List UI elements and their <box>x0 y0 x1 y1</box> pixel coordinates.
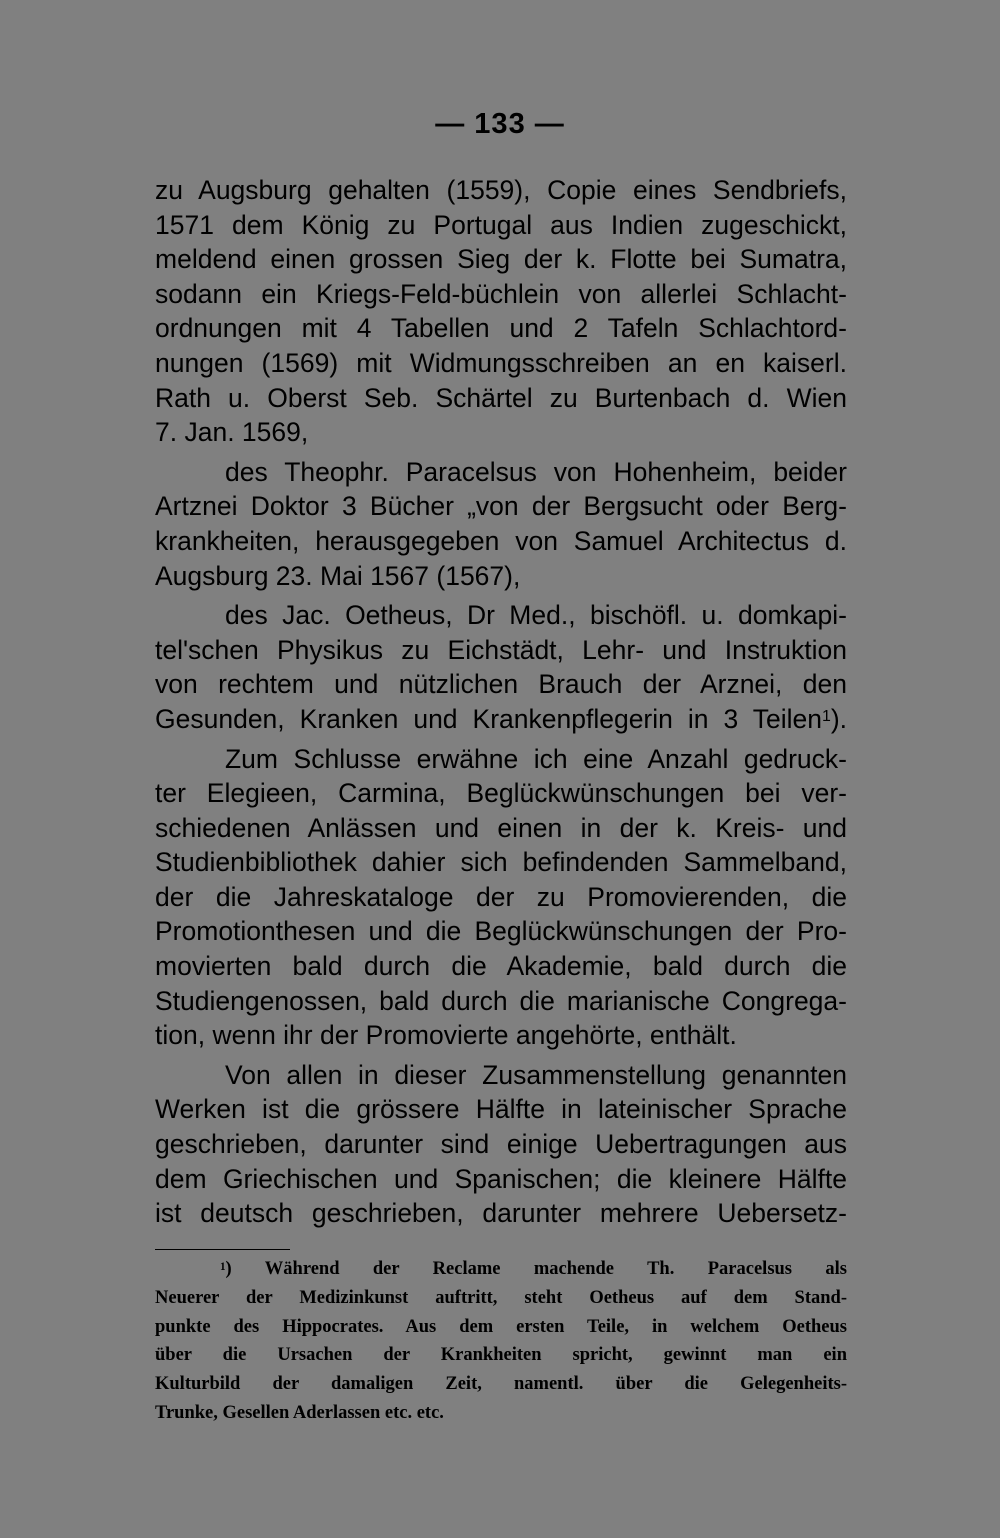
body-text <box>155 173 847 1231</box>
text-line: 7. Jan. 1569, <box>155 417 309 448</box>
text-line: Rath u. Oberst Seb. Schärtel zu Burtenbach d. Wien <box>155 382 847 413</box>
page-number: — 133 — <box>435 108 565 140</box>
text-line: tel'schen Physikus zu Eichstädt, Lehr- und Instruktion <box>155 634 847 665</box>
footnote-line <box>155 1255 847 1284</box>
text-line: zu Augsburg gehalten (1559), Copie eines Sendbriefs, <box>155 175 847 205</box>
text-line: meldend einen grossen Sieg der k. Flotte bei Sumatra, <box>155 244 847 275</box>
paragraph <box>155 455 847 593</box>
text-line: nungen (1569) mit Widmungsschreiben an en kaiserl. <box>155 347 847 378</box>
text-line: Von allen in dieser Zusammenstellung genannten <box>225 1059 847 1090</box>
text-line: ordnungen mit 4 Tabellen und 2 Tafeln Schlachtord- <box>155 313 847 344</box>
text-line: 1571 dem König zu Portugal aus Indien zugeschickt, <box>155 209 847 240</box>
footnote-marker: 1 <box>821 707 831 725</box>
paragraph <box>155 173 847 450</box>
footnote-divider <box>155 1249 290 1250</box>
footnote-line-text: ) Während der Reclame machende Th. Paracelsus als <box>225 1259 847 1279</box>
text-line: des Theophr. Paracelsus von Hohenheim, beider <box>225 456 847 487</box>
text-line: Artznei Doktor 3 Bücher „von der Bergsucht oder Berg- <box>155 491 847 522</box>
text-line-main: Gesunden, Kranken und Krankenpflegerin in 3 Teilen <box>155 703 822 734</box>
text-line: schiedenen Anlässen und einen in der k. Kreis- und <box>155 812 847 843</box>
paragraph <box>155 598 847 736</box>
text-line: krankheiten, herausgegeben von Samuel Architectus d. <box>155 525 847 556</box>
footnote-marker: 1 <box>220 1261 226 1273</box>
text-line: Promotionthesen und die Beglückwünschungen der Pro- <box>155 916 847 947</box>
text-line: geschrieben, darunter sind einige Uebertragungen aus <box>155 1129 847 1160</box>
footnote-line: punkte des Hippocrates. Aus dem ersten Teile, in welchem Oetheus <box>155 1316 847 1337</box>
paragraph <box>155 1058 847 1231</box>
text-line: tion, wenn ihr der Promovierte angehörte, enthält. <box>155 1020 737 1051</box>
text-line <box>155 702 847 737</box>
footnote-line: über die Ursachen der Krankheiten spricht, gewinnt man ein <box>155 1345 847 1366</box>
text-line: ter Elegieen, Carmina, Beglückwünschungen bei ver- <box>155 778 847 809</box>
text-line-end: ). <box>830 703 847 734</box>
paragraph <box>155 742 847 1053</box>
text-line: movierten bald durch die Akademie, bald durch die <box>155 951 847 982</box>
text-line: Werken ist die grössere Hälfte in lateinischer Sprache <box>155 1094 847 1125</box>
footnote <box>155 1255 847 1428</box>
text-line: sodann ein Kriegs-Feld-büchlein von allerlei Schlacht- <box>155 278 847 309</box>
text-line: des Jac. Oetheus, Dr Med., bischöfl. u. domkapi- <box>225 600 847 631</box>
footnote-line: Neuerer der Medizinkunst auftritt, steht Oetheus auf dem Stand- <box>155 1287 847 1308</box>
text-line: Augsburg 23. Mai 1567 (1567), <box>155 560 521 591</box>
footnote-line: Kulturbild der damaligen Zeit, namentl. über die Gelegenheits- <box>155 1374 847 1395</box>
text-line: Zum Schlusse erwähne ich eine Anzahl gedruck- <box>225 743 847 774</box>
footnote-line: Trunke, Gesellen Aderlassen etc. etc. <box>155 1402 444 1423</box>
text-line: Studienbibliothek dahier sich befindenden Sammelband, <box>155 847 847 878</box>
text-line: Studiengenossen, bald durch die marianische Congrega- <box>155 985 847 1016</box>
text-line: von rechtem und nützlichen Brauch der Arznei, den <box>155 669 847 700</box>
text-line: der die Jahreskataloge der zu Promovierenden, die <box>155 881 847 912</box>
text-line: ist deutsch geschrieben, darunter mehrere Uebersetz- <box>155 1198 847 1229</box>
text-line: dem Griechischen und Spanischen; die kleinere Hälfte <box>155 1163 847 1194</box>
